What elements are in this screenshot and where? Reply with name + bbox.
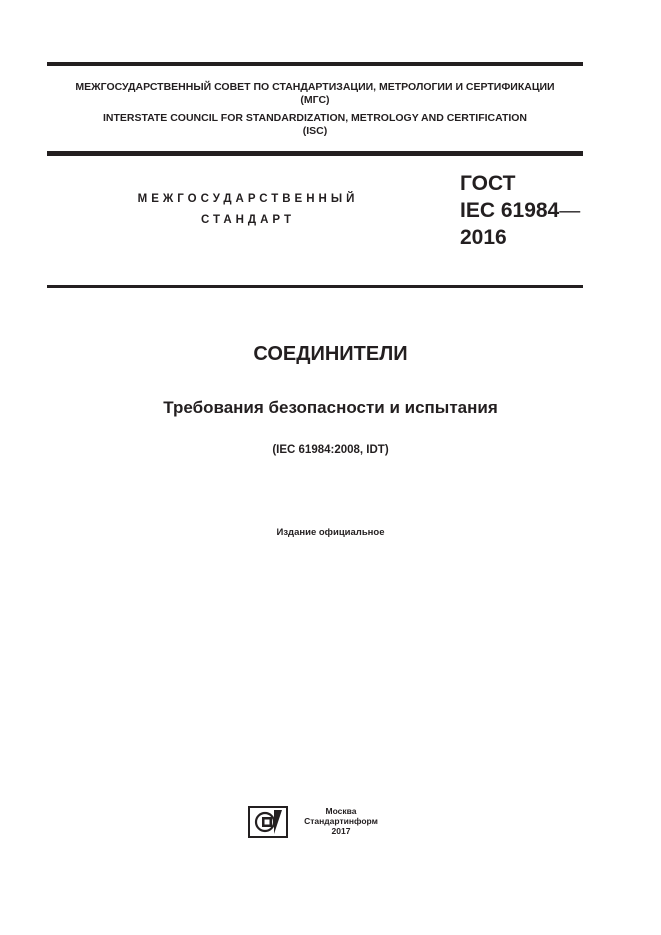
standard-type-line1: МЕЖГОСУДАРСТВЕННЫЙ <box>137 193 359 205</box>
council-ru-line2: (МГС) <box>300 94 330 106</box>
designation-prefix: ГОСТ <box>460 172 516 195</box>
header-bottom-rule <box>47 285 583 288</box>
council-en <box>47 112 583 138</box>
designation-year: 2016 <box>460 226 507 249</box>
reference-standard: (IEC 61984:2008, IDT) <box>272 444 389 456</box>
publisher-name: Стандартинформ <box>304 816 378 826</box>
publisher <box>300 806 382 836</box>
designation-dash: — <box>559 199 581 222</box>
council-rule <box>47 151 583 156</box>
standartinform-logo-icon <box>248 806 288 838</box>
council-en-line1: INTERSTATE COUNCIL FOR STANDARDIZATION, METROLOGY AND CERTIFICATION <box>102 112 528 124</box>
document-subtitle: Требования безопасности и испытания <box>163 398 498 417</box>
standard-type-line2: СТАНДАРТ <box>201 214 295 226</box>
publisher-city: Москва <box>325 806 357 816</box>
council-ru <box>47 81 583 107</box>
publisher-year: 2017 <box>331 826 351 836</box>
document-title: СОЕДИНИТЕЛИ <box>253 343 408 365</box>
council-ru-line1: МЕЖГОСУДАРСТВЕННЫЙ СОВЕТ ПО СТАНДАРТИЗАЦИИ, МЕТРОЛОГИИ И СЕРТИФИКАЦИИ <box>75 81 555 93</box>
standard-type <box>108 189 388 231</box>
designation <box>460 170 580 251</box>
designation-number: IEC 61984 <box>460 199 560 222</box>
designation-number-line <box>460 197 580 224</box>
top-rule <box>47 62 583 66</box>
edition-note: Издание официальное <box>276 527 385 538</box>
council-en-line2: (ISC) <box>302 125 328 137</box>
